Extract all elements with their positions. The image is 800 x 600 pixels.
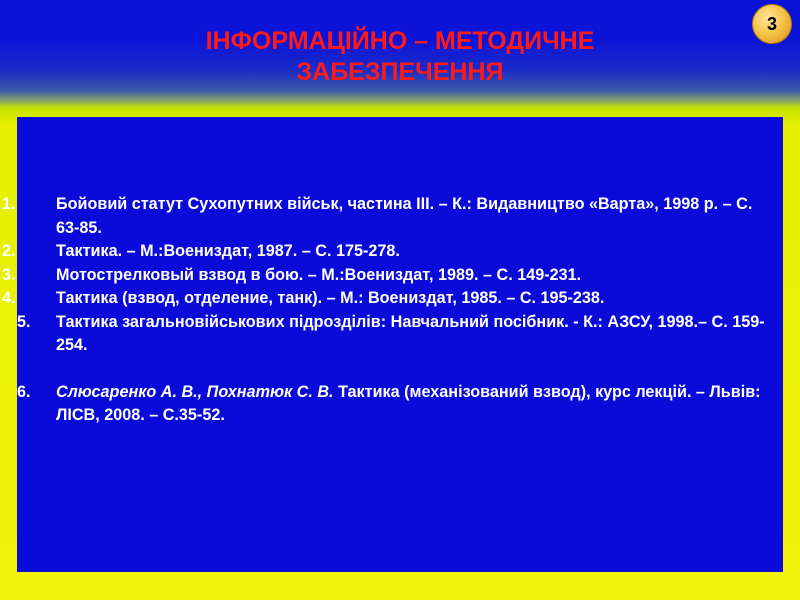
- reference-text: Тактика. – М.:Воениздат, 1987. – С. 175-278.: [56, 242, 400, 260]
- reference-item-4: [2, 287, 783, 311]
- reference-item-3: [2, 264, 783, 288]
- reference-text: Бойовий статут Сухопутних військ, частина ІІІ. – К.: Видавництво «Варта», 1998 р. – С. 63-85.: [56, 195, 753, 237]
- reference-number: 3.: [2, 265, 16, 284]
- reference-item-6: [17, 381, 783, 428]
- reference-number: 4.: [2, 289, 16, 307]
- reference-number: 5.: [17, 312, 31, 331]
- reference-item-1: [2, 193, 783, 240]
- reference-text: Мотострелковый взвод в бою. – М.:Воениздат, 1989. – С. 149-231.: [56, 265, 582, 284]
- reference-item-5: [17, 311, 783, 358]
- reference-number: 2.: [2, 242, 16, 260]
- reference-item-2: [2, 240, 783, 264]
- reference-text: Тактика (взвод, отделение, танк). – М.: Воениздат, 1985. – С. 195-238.: [56, 289, 605, 307]
- content-panel: [2, 117, 783, 572]
- reference-list: [2, 193, 783, 428]
- slide-title: ІНФОРМАЦІЙНО – МЕТОДИЧНЕ ЗАБЕЗПЕЧЕННЯ: [205, 27, 595, 86]
- reference-author: Слюсаренко А. В., Похнатюк С. В.: [56, 382, 334, 401]
- slide-number-badge: 3: [752, 4, 792, 44]
- reference-text: Тактика (механізований взвод), курс лекцій. – Львів: ЛІСВ, 2008. – С.35-52.: [56, 382, 761, 424]
- reference-number: 1.: [2, 195, 16, 213]
- reference-text: Тактика загальновійськових підрозділів: Навчальний посібник. - К.: АЗСУ, 1998.– С. 159-254.: [56, 312, 765, 354]
- reference-number: 6.: [17, 382, 31, 401]
